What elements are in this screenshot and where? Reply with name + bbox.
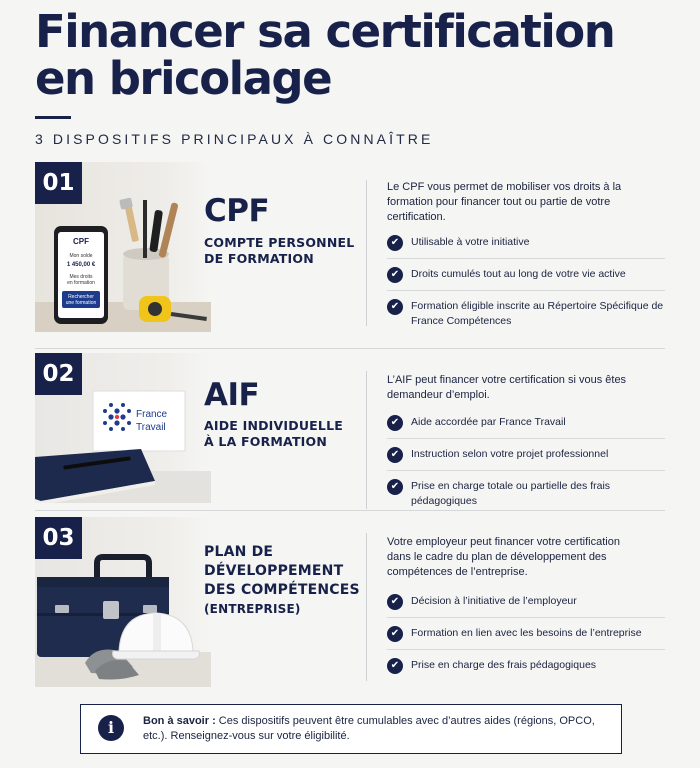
plan-description: Votre employeur peut financer votre certification dans le cadre du plan de développement des compétences de l’entreprise.: [387, 536, 620, 578]
list-item: ✔ Formation en lien avec les besoins de l’entreprise: [387, 618, 665, 650]
check-circle-icon: ✔: [387, 267, 403, 283]
section-number: 03: [35, 517, 82, 559]
cpf-description: Le CPF vous permet de mobiliser vos droits à la formation pour financer tout ou partie de votre certification.: [387, 181, 622, 223]
logo-text-line-1: France: [136, 409, 168, 420]
list-item: ✔ Droits cumulés tout au long de votre vie active: [387, 259, 665, 291]
aif-benefits: [387, 412, 665, 509]
info-text: [143, 714, 603, 744]
info-label: Bon à savoir :: [143, 715, 216, 727]
list-item: ✔ Prise en charge des frais pédagogiques: [387, 650, 665, 673]
cpf-illustration: [35, 162, 211, 332]
phone-balance-label: Mon solde: [69, 253, 93, 259]
list-item: ✔ Instruction selon votre projet professionnel: [387, 439, 665, 471]
list-item: ✔ Utilisable à votre initiative: [387, 230, 665, 259]
list-item: ✔ Décision à l’initiative de l’employeur: [387, 591, 665, 618]
check-circle-icon: ✔: [387, 479, 403, 495]
check-circle-icon: ✔: [387, 415, 403, 431]
list-item: ✔ Formation éligible inscrite au Répertoire Spécifique de France Compétences: [387, 291, 665, 329]
cpf-full-name: COMPTE PERSONNEL DE FORMATION: [204, 235, 355, 266]
aif-description: L’AIF peut financer votre certification si vous êtes demandeur d’emploi.: [387, 374, 627, 401]
plan-full-name: PLAN DE DÉVELOPPEMENT DES COMPÉTENCES (ENTREPRISE): [204, 544, 360, 616]
section-cpf: [35, 162, 665, 327]
phone-button-line-2: une formation: [65, 300, 97, 306]
info-box: [80, 704, 622, 754]
info-icon: i: [98, 715, 124, 741]
title-line-1: Financer sa certification: [35, 5, 615, 58]
check-circle-icon: ✔: [387, 594, 403, 610]
check-circle-icon: ✔: [387, 447, 403, 463]
aif-acronym: AIF: [204, 377, 260, 413]
aif-illustration: [35, 353, 211, 503]
check-circle-icon: ✔: [387, 626, 403, 642]
check-circle-icon: ✔: [387, 235, 403, 251]
phone-button-line-1: Rechercher: [68, 294, 94, 300]
list-item: ✔ Aide accordée par France Travail: [387, 412, 665, 439]
cpf-benefits: [387, 230, 665, 329]
section-divider: [366, 371, 367, 509]
check-circle-icon: ✔: [387, 658, 403, 674]
title-underline: [35, 116, 71, 119]
logo-text-line-2: Travail: [136, 422, 166, 433]
section-separator: [35, 348, 665, 349]
title-line-2: en bricolage: [35, 52, 332, 105]
section-number: 02: [35, 353, 82, 395]
page-subtitle: 3 DISPOSITIFS PRINCIPAUX À CONNAÎTRE: [35, 131, 434, 147]
section-aif: [35, 353, 665, 515]
phone-rights-line-1: Mes droits: [69, 274, 93, 280]
section-plan: [35, 517, 665, 679]
list-item: ✔ Prise en charge totale ou partielle des frais pédagogiques: [387, 471, 665, 509]
cpf-heading: [204, 194, 354, 267]
plan-heading: [204, 543, 360, 619]
plan-illustration: [35, 517, 211, 687]
section-divider: [366, 533, 367, 681]
phone-rights-line-2: en formation: [67, 280, 95, 286]
section-separator: [35, 510, 665, 511]
check-circle-icon: ✔: [387, 299, 403, 315]
cpf-acronym: CPF: [204, 193, 270, 229]
aif-full-name: AIDE INDIVIDUELLE À LA FORMATION: [204, 418, 343, 449]
plan-note: (ENTREPRISE): [204, 602, 301, 616]
info-body: Ces dispositifs peuvent être cumulables avec d’autres aides (régions, OPCO, etc.). Renseignez-vous sur votre éligibilité.: [143, 715, 595, 742]
phone-app-title: CPF: [73, 237, 89, 246]
section-divider: [366, 180, 367, 326]
section-number: 01: [35, 162, 82, 204]
page-title: [35, 5, 615, 105]
plan-benefits: [387, 591, 665, 673]
phone-balance-value: 1 450,00 €: [66, 262, 96, 268]
aif-heading: [204, 378, 343, 450]
